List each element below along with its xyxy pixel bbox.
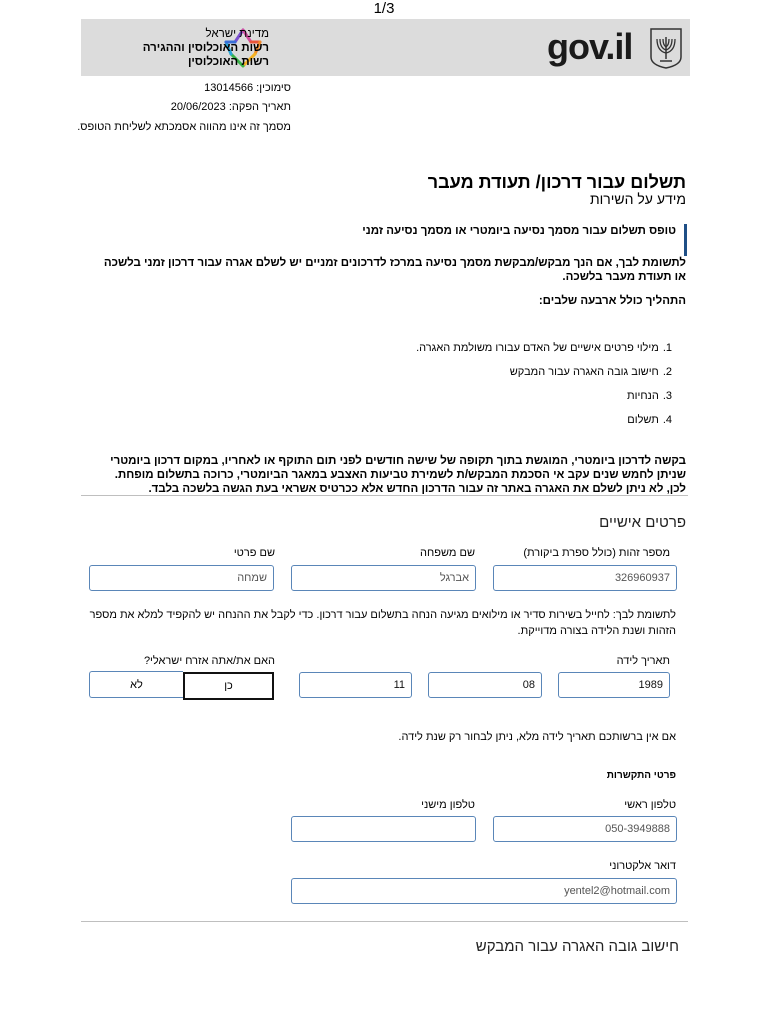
soldier-discount-info <box>90 607 676 639</box>
form-title-accent-bar <box>684 224 687 256</box>
authority-line1: מדינת ישראל <box>205 28 269 40</box>
secondary-phone-input[interactable] <box>291 816 476 842</box>
page-subtitle: מידע על השירות <box>589 191 686 207</box>
reference-number: סימוכין: 13014566 <box>204 82 291 94</box>
notice-paragraph-1 <box>104 256 686 284</box>
authority-name <box>143 27 269 69</box>
birth-date-label: תאריך לידה <box>616 655 670 667</box>
citizen-question-label: האם את/אתה אזרח ישראלי? <box>143 655 275 667</box>
issue-date: תאריך הפקה: 20/06/2023 <box>170 101 291 113</box>
fee-calculation-title: חישוב גובה האגרה עבור המבקש <box>475 938 679 955</box>
disclaimer-note: מסמך זה אינו מהווה אסמכתא לשליחת הטופס. <box>77 121 291 133</box>
last-name-label: שם משפחה <box>420 547 475 559</box>
steps-heading: התהליך כולל ארבעה שלבים: <box>538 295 686 307</box>
step-item: 2.חישוב גובה האגרה עבור המבקש <box>509 366 672 378</box>
notice-paragraph-1-line2: או תעודת מעבר בלשכה. <box>562 271 686 283</box>
divider <box>81 495 688 496</box>
last-name-input[interactable] <box>291 565 476 591</box>
soldier-discount-info-line2: הזהות ושנת הלידה בצורה מדוייקת. <box>517 625 676 637</box>
page-number: 1/3 <box>373 0 395 17</box>
personal-details-title: פרטים אישיים <box>599 514 686 531</box>
main-phone-input[interactable] <box>493 816 677 842</box>
step-item: 3.הנחיות <box>627 390 672 402</box>
birth-month-input[interactable] <box>428 672 542 698</box>
first-name-input[interactable] <box>89 565 274 591</box>
first-name-label: שם פרטי <box>233 547 275 559</box>
step-item: 1.מילוי פרטים אישיים של האדם עבורו משולמת האגרה. <box>416 342 672 354</box>
birth-day-input[interactable] <box>299 672 412 698</box>
birth-date-note: אם אין ברשותכם תאריך לידה מלא, ניתן לבחור רק שנת לידה. <box>398 731 676 743</box>
notice-paragraph-2-line1: בקשה לדרכון ביומטרי, המוגשת בתוך תקופה של שישה חודשים לפני תום התוקף או לאחריו, במקום דרכון ביומטרי <box>110 455 686 467</box>
citizen-no-option[interactable]: לא <box>89 671 183 698</box>
notice-paragraph-2-line2: שניתן לחמש שנים עקב אי הסכמת המבקש/ת לשמירת טביעות האצבע במאגר הביומטרי, כרוכה בתשלום מופחת. <box>114 469 686 481</box>
state-emblem-icon <box>648 27 684 69</box>
header-banner <box>81 19 690 76</box>
page-title: תשלום עבור דרכון/ תעודת מעבר <box>427 172 686 192</box>
notice-paragraph-1-line1: לתשומת לבך, אם הנך מבקש/מבקשת מסמך נסיעה במרכז לדרכונים זמניים יש לשלם אגרה עבור דרכון זמני בלשכה <box>103 257 686 269</box>
id-number-input[interactable] <box>493 565 677 591</box>
step-item: 4.תשלום <box>627 414 672 426</box>
email-label: דואר אלקטרוני <box>609 860 676 872</box>
id-number-label: מספר זהות (כולל ספרת ביקורת) <box>523 547 670 559</box>
authority-line3: רשות האוכלוסין <box>187 56 269 68</box>
notice-paragraph-2 <box>110 454 686 496</box>
divider <box>81 921 688 922</box>
soldier-discount-info-line1: לתשומת לבך: לחייל בשירות סדיר או מילואים מגיעה הנחה בתשלום עבור דרכון. כדי לקבל את ההנחה יש להקפיד למלא את מספר <box>89 609 676 621</box>
email-input[interactable] <box>291 878 677 904</box>
gov-il-logo: gov.il <box>547 26 633 67</box>
birth-year-input[interactable] <box>558 672 670 698</box>
contact-details-heading: פרטי התקשרות <box>606 770 676 781</box>
main-phone-label: טלפון ראשי <box>624 799 676 811</box>
citizen-yes-option[interactable]: כן <box>183 672 274 700</box>
notice-paragraph-2-line3: לכן, לא ניתן לשלם את האגרה באתר זה עבור הדרכון החדש אלא ככרטיס אשראי בעת הגשה בלשכה בלבד. <box>148 483 686 495</box>
form-title: טופס תשלום עבור מסמך נסיעה ביומטרי או מסמך נסיעה זמני <box>362 225 676 237</box>
secondary-phone-label: טלפון מישני <box>421 799 475 811</box>
authority-line2: רשות האוכלוסין וההגירה <box>142 42 269 54</box>
